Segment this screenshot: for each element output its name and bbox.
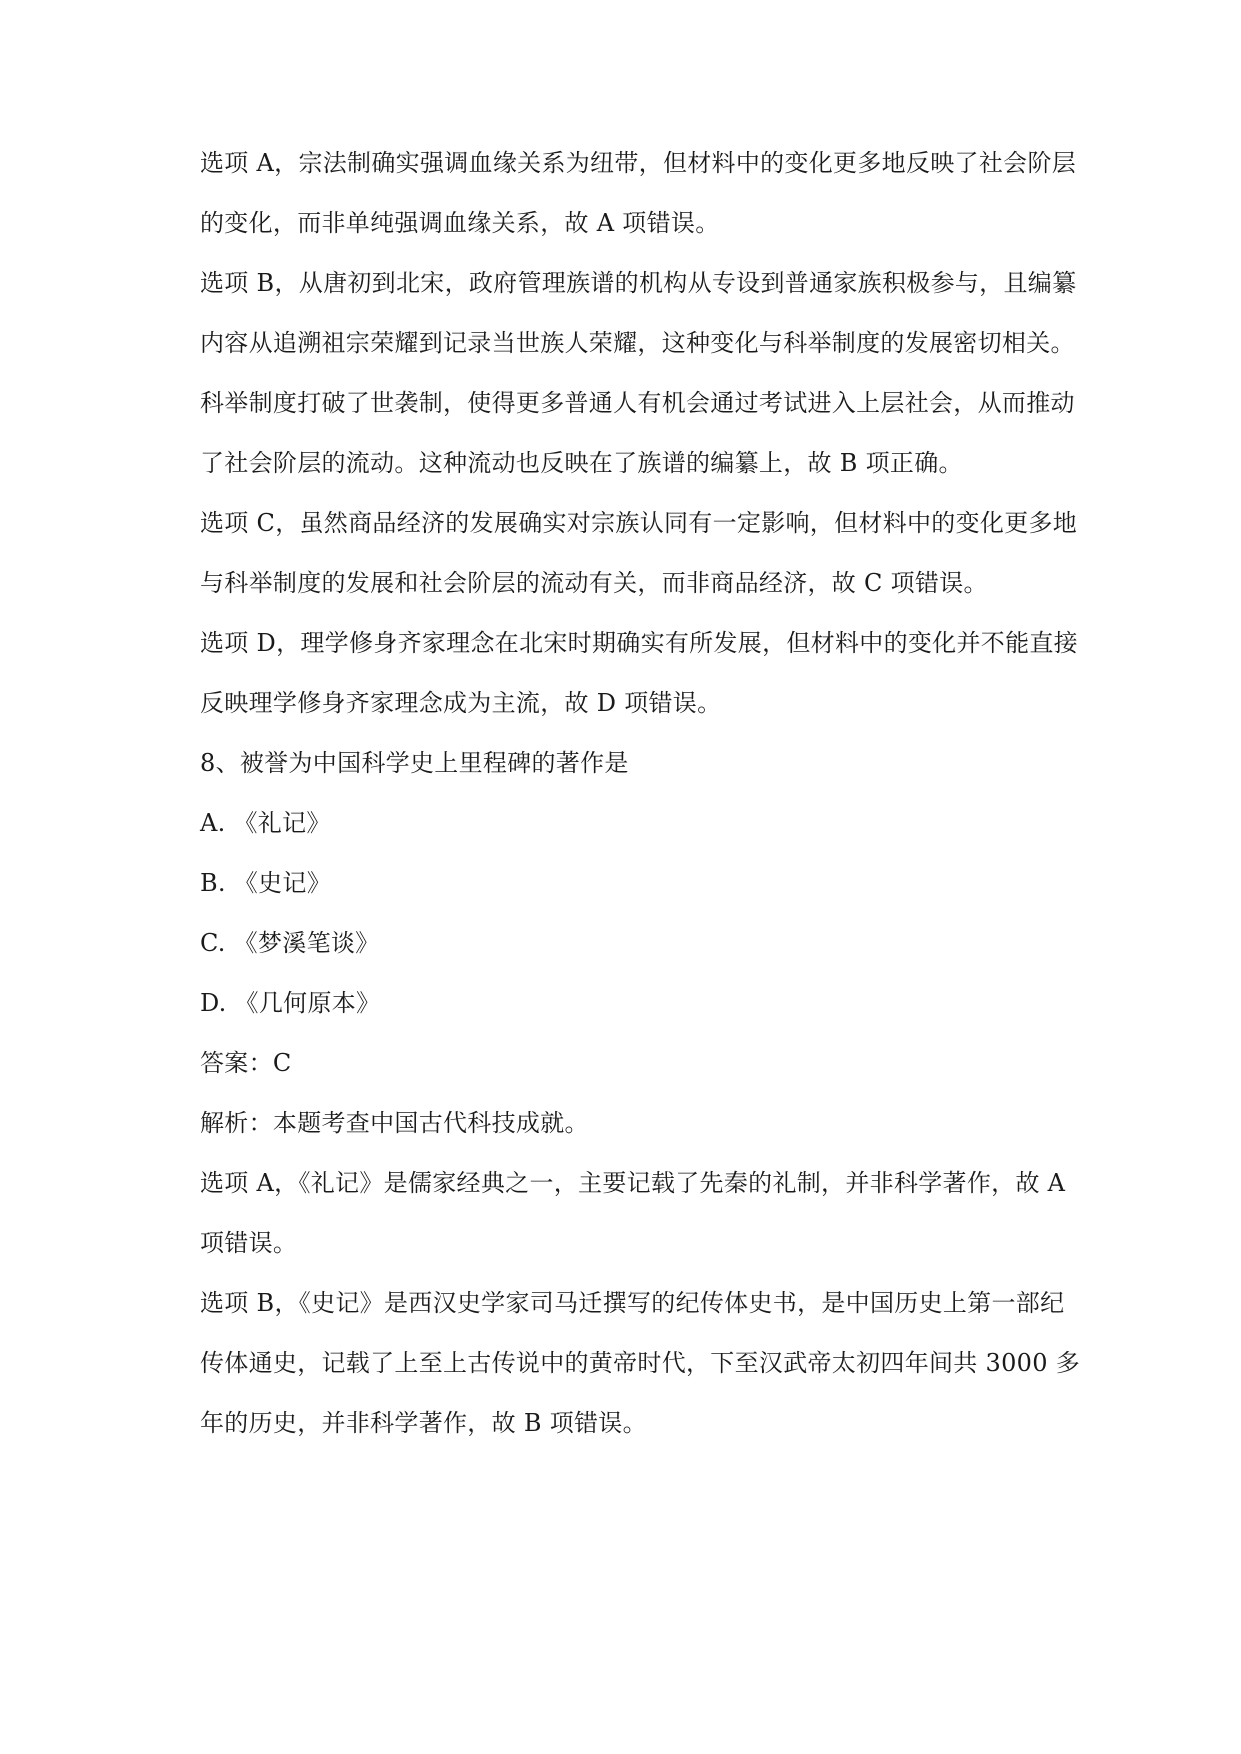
analysis-option-c-line-1: 选项 C，虽然商品经济的发展确实对宗族认同有一定影响，但材料中的变化更多地 (200, 509, 1078, 537)
analysis-option-b-line-3: 科举制度打破了世袭制，使得更多普通人有机会通过考试进入上层社会，从而推动 (200, 389, 1075, 417)
question-8-option-c: C. 《梦溪笔谈》 (200, 929, 380, 957)
question-8-analysis-a-line-2: 项错误。 (200, 1229, 298, 1257)
question-8-answer: 答案：C (200, 1049, 292, 1077)
question-8-option-a: A. 《礼记》 (200, 809, 331, 837)
question-8-analysis-b-line-1: 选项 B，《史记》是西汉史学家司马迁撰写的纪传体史书，是中国历史上第一部纪 (200, 1289, 1065, 1317)
analysis-option-b-line-2: 内容从追溯祖宗荣耀到记录当世族人荣耀，这种变化与科举制度的发展密切相关。 (200, 329, 1075, 357)
analysis-option-a-line-2: 的变化，而非单纯强调血缘关系，故 A 项错误。 (200, 209, 720, 237)
question-8-analysis-b-line-2: 传体通史，记载了上至上古传说中的黄帝时代，下至汉武帝太初四年间共 3000 多 (200, 1349, 1081, 1377)
analysis-option-b-line-1: 选项 B，从唐初到北宋，政府管理族谱的机构从专设到普通家族积极参与，且编纂 (200, 269, 1077, 297)
analysis-option-b-line-4: 了社会阶层的流动。这种流动也反映在了族谱的编纂上，故 B 项正确。 (200, 449, 963, 477)
question-8-option-b: B. 《史记》 (200, 869, 331, 897)
question-8-option-d: D. 《几何原本》 (200, 989, 381, 1017)
question-8-analysis-a-line-1: 选项 A，《礼记》是儒家经典之一，主要记载了先秦的礼制，并非科学著作，故 A (200, 1169, 1066, 1197)
analysis-option-a-line-1: 选项 A，宗法制确实强调血缘关系为纽带，但材料中的变化更多地反映了社会阶层 (200, 149, 1077, 177)
question-8-analysis-b-line-3: 年的历史，并非科学著作，故 B 项错误。 (200, 1409, 647, 1437)
question-8-stem: 8、被誉为中国科学史上里程碑的著作是 (200, 749, 629, 777)
analysis-option-c-line-2: 与科举制度的发展和社会阶层的流动有关，而非商品经济，故 C 项错误。 (200, 569, 988, 597)
question-8-analysis-intro: 解析：本题考查中国古代科技成就。 (200, 1109, 589, 1137)
analysis-option-d-line-1: 选项 D，理学修身齐家理念在北宋时期确实有所发展，但材料中的变化并不能直接 (200, 629, 1078, 657)
analysis-option-d-line-2: 反映理学修身齐家理念成为主流，故 D 项错误。 (200, 689, 722, 717)
